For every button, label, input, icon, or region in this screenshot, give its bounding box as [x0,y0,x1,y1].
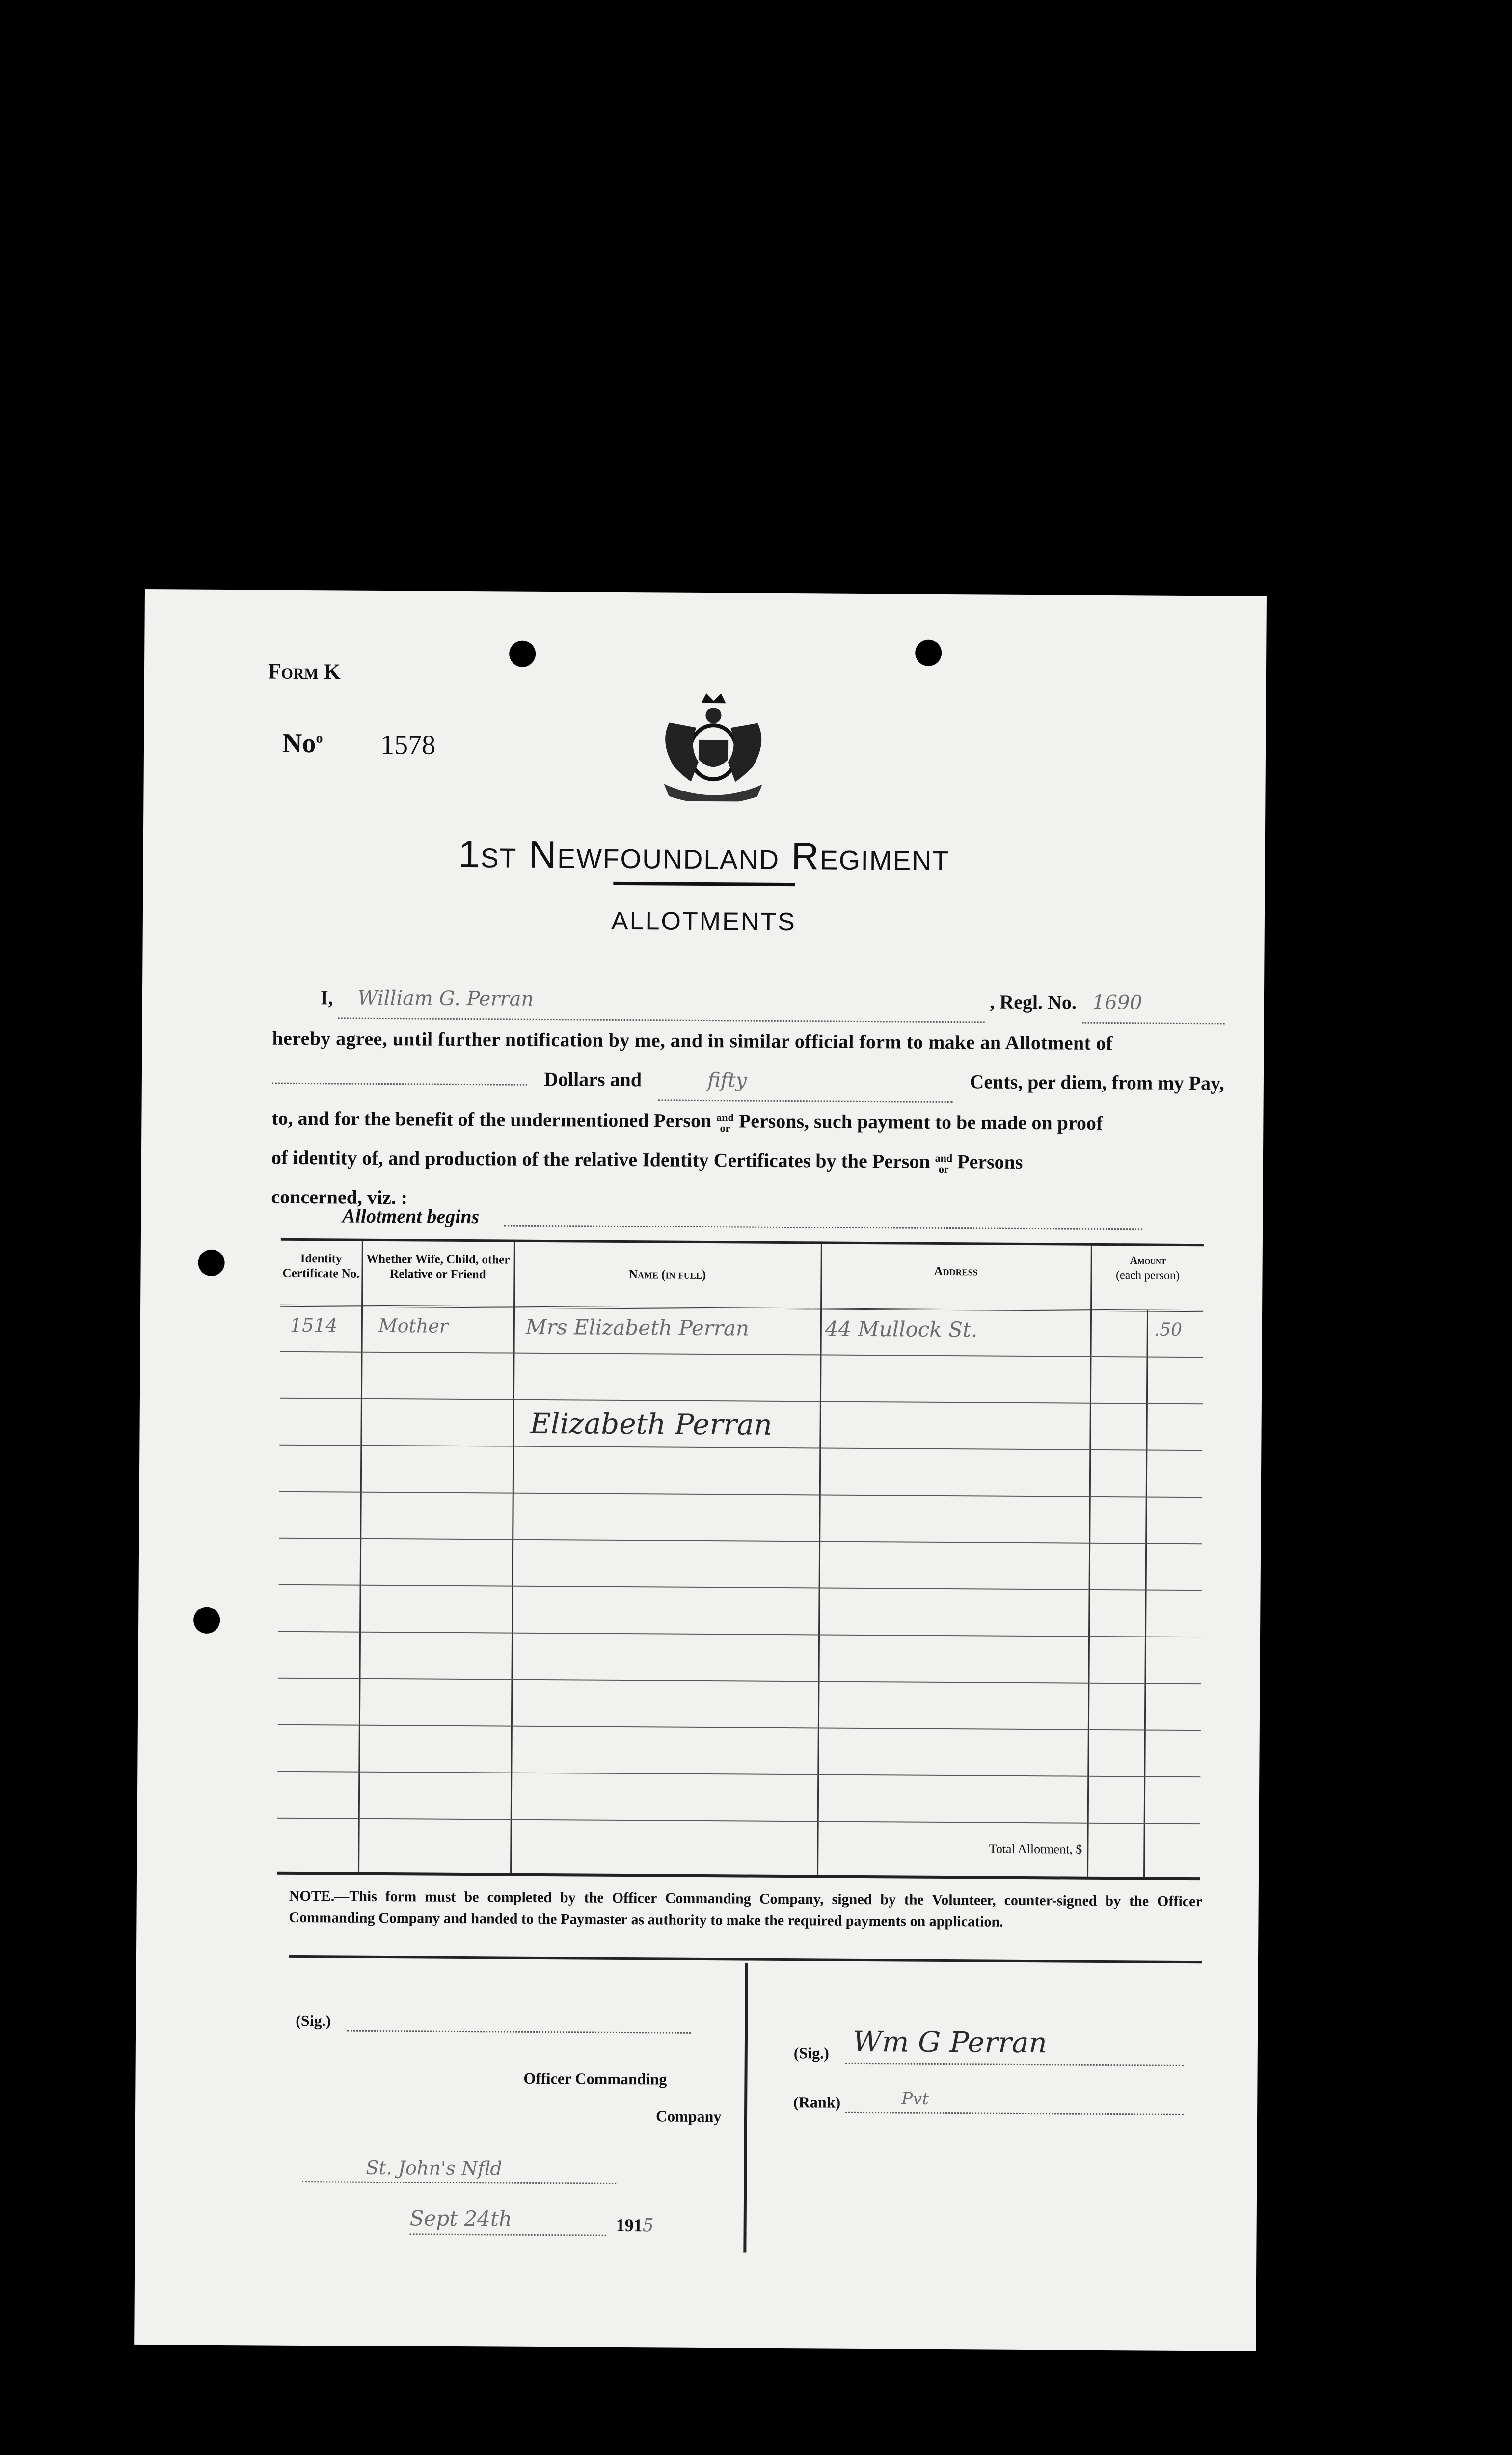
number-value: 1578 [380,729,436,761]
punch-hole [915,640,942,666]
form-page [134,589,1267,2351]
header-relation: Whether Wife, Child, other Relative or Friend [366,1252,510,1282]
sig-left-label: (Sig.) [296,2011,331,2030]
row-1-amount: .50 [1154,1319,1183,1340]
row-1-identity: 1514 [290,1314,338,1337]
total-allotment-label: Total Allotment, $ [989,1841,1082,1856]
date-line [410,2233,606,2236]
row-1-name: Mrs Elizabeth Perran [525,1314,750,1340]
agreement-paragraph [271,978,1225,1223]
allotment-begins-label: Allotment begins [342,1204,480,1228]
punch-hole [198,1250,224,1276]
rank-field: Pvt [901,2089,929,2109]
recipient-signature: Elizabeth Perran [530,1406,773,1442]
company-label: Company [655,2107,722,2126]
date-field: Sept 24th [409,2206,513,2231]
sig-right-line [845,2063,1184,2066]
allotment-table [277,1238,1204,1880]
note-text: NOTE.—This form must be completed by the Officer Commanding Company, signed by the Volunteer, counter-signed by the Officer Commanding Company and handed to the Paymaster as authority to make the required payments on application. [289,1887,1202,1930]
title-rule [613,882,795,886]
coat-of-arms-emblem [649,688,777,802]
note-rule [289,1955,1202,1963]
header-identity: Identity Certificate No. [282,1252,360,1281]
cents-field: fifty [658,1060,953,1103]
volunteer-name-field: William G. Perran [338,978,985,1023]
header-address: Address [934,1264,978,1279]
punch-hole [193,1607,220,1634]
agreement-line-4: to, and for the benefit of the undermentioned Person and or Persons, such payment to be made on proof [271,1107,1103,1135]
agreement-line-5: of identity of, and production of the relative Identity Certificates by the Person and or Persons [271,1146,1023,1175]
place-line [302,2181,616,2184]
punch-hole [509,641,536,667]
header-amount-sub: (each person) [1115,1269,1180,1282]
agreement-line-6: concerned, viz. : [271,1185,408,1209]
agreement-line-2: hereby agree, until further notification by me, and in similar official form to make an Allotment of [272,1027,1113,1055]
volunteer-signature: Wm G Perran [852,2024,1048,2060]
officer-commanding-label: Officer Commanding [523,2069,667,2088]
sig-left-line [347,2030,691,2034]
signature-divider [743,1963,748,2253]
row-1-relation: Mother [378,1314,449,1337]
sig-right-label: (Sig.) [793,2044,829,2062]
rank-line [845,2112,1184,2115]
allotments-subtitle: ALLOTMENTS [611,906,796,937]
year-field: 1915 [616,2215,654,2236]
header-amount: Amount [1130,1254,1166,1267]
form-label: Form K [268,659,341,684]
i-label: I, [320,986,333,1009]
agreement-line-1 [272,978,1225,1025]
place-field: St. John's Nfld [366,2156,502,2180]
rank-label: (Rank) [793,2093,841,2111]
regt-no-label: , Regl. No. [990,990,1077,1013]
agreement-line-3: Dollars and fifty Cents, per diem, from my Pay, [272,1058,1224,1105]
regiment-title: 1st Newfoundland Regiment [458,832,950,879]
and-or-stack: and or [716,1111,734,1135]
header-name: Name (in full) [628,1268,706,1282]
row-1-address: 44 Mullock St. [825,1316,978,1342]
dollars-field [272,1083,527,1086]
regt-no-field: 1690 [1082,983,1225,1025]
number-label: No$^o$ [282,728,323,759]
allotment-begins-line [504,1225,1142,1230]
